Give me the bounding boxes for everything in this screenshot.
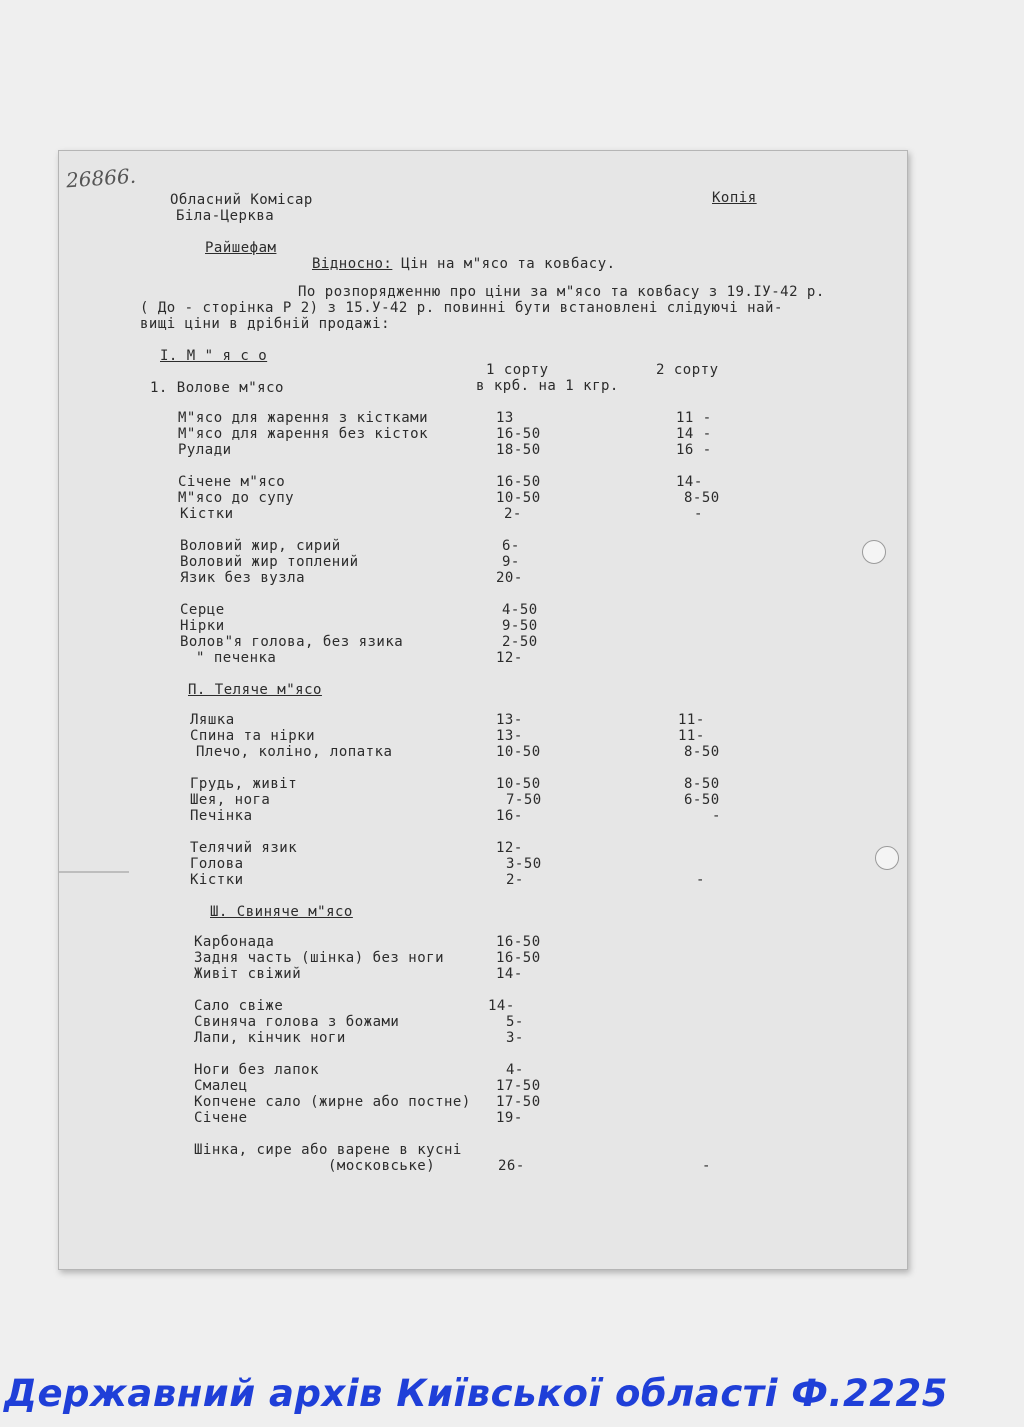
intro-line-2: ( До - сторінка Р 2) з 15.У-42 р. повинні бути встановлені слідуючі най- bbox=[140, 300, 783, 316]
row-price-1: 3- bbox=[506, 1030, 524, 1046]
row-name: М"ясо до супу bbox=[178, 490, 295, 506]
row-price-1: 12- bbox=[496, 840, 523, 856]
row-name: Копчене сало (жирне або постне) bbox=[194, 1094, 471, 1110]
row-name: М"ясо для жарення з кістками bbox=[178, 410, 429, 426]
row-price-1: 13- bbox=[496, 712, 523, 728]
row-name: Воловий жир топлений bbox=[180, 554, 359, 570]
row-name: Нірки bbox=[180, 618, 225, 634]
section-meat: I. М " я с о bbox=[160, 348, 268, 364]
row-price-1: 17-50 bbox=[496, 1078, 541, 1094]
row-price-2: - bbox=[702, 1158, 711, 1174]
row-price-1: 10-50 bbox=[496, 490, 541, 506]
row-name: Волов"я голова, без язика bbox=[180, 634, 404, 650]
row-name: Шея, нога bbox=[190, 792, 271, 808]
subject-text: Цін на м"ясо та ковбасу. bbox=[401, 256, 616, 272]
row-name: Телячий язик bbox=[190, 840, 298, 856]
row-price-1: 13 bbox=[496, 410, 514, 426]
row-price-1: 2- bbox=[504, 506, 522, 522]
row-price-2: 8-50 bbox=[684, 776, 720, 792]
row-price-1: 17-50 bbox=[496, 1094, 541, 1110]
row-price-1: 5- bbox=[506, 1014, 524, 1030]
row-name: Язик без вузла bbox=[180, 570, 306, 586]
row-price-1: 16-50 bbox=[496, 950, 541, 966]
row-name: М"ясо для жарення без кісток bbox=[178, 426, 429, 442]
paper-fold bbox=[59, 871, 129, 873]
section-pork: Ш. Свиняче м"ясо bbox=[210, 904, 353, 920]
row-price-1: 14- bbox=[496, 966, 523, 982]
row-price-2: - bbox=[696, 872, 705, 888]
column-grade-2: 2 сорту bbox=[656, 362, 719, 378]
row-price-1: 19- bbox=[496, 1110, 523, 1126]
row-price-1: 2- bbox=[506, 872, 524, 888]
row-name: Ноги без лапок bbox=[194, 1062, 320, 1078]
row-price-1: 10-50 bbox=[496, 744, 541, 760]
row-price-1: 4- bbox=[506, 1062, 524, 1078]
row-price-2: 11- bbox=[678, 712, 705, 728]
row-price-2: 8-50 bbox=[684, 490, 720, 506]
row-name: Сало свіже bbox=[194, 998, 284, 1014]
row-price-1: 9- bbox=[502, 554, 520, 570]
row-name: Живіт свіжий bbox=[194, 966, 302, 982]
row-name: Свиняча голова з божами bbox=[194, 1014, 400, 1030]
row-name: Карбонада bbox=[194, 934, 275, 950]
row-name: Грудь, живіт bbox=[190, 776, 298, 792]
column-unit: в крб. на 1 кгр. bbox=[476, 378, 619, 394]
row-name: Серце bbox=[180, 602, 225, 618]
copy-mark: Копія bbox=[712, 190, 757, 206]
row-price-2: - bbox=[712, 808, 721, 824]
row-name: Плечо, коліно, лопатка bbox=[196, 744, 393, 760]
row-name: Задня часть (шінка) без ноги bbox=[194, 950, 445, 966]
row-price-2: 11- bbox=[678, 728, 705, 744]
row-name: Воловий жир, сирий bbox=[180, 538, 341, 554]
row-name: Ляшка bbox=[190, 712, 235, 728]
row-name: Кістки bbox=[180, 506, 234, 522]
archive-number: 26866. bbox=[65, 163, 137, 193]
row-price-2: 14- bbox=[676, 474, 703, 490]
row-price-1: 12- bbox=[496, 650, 523, 666]
row-price-1: 3-50 bbox=[506, 856, 542, 872]
section-beef: 1. Волове м"ясо bbox=[150, 380, 284, 396]
column-grade-1: 1 сорту bbox=[486, 362, 549, 378]
row-name: Спина та нірки bbox=[190, 728, 316, 744]
addressee: Райшефам bbox=[205, 240, 277, 256]
row-price-2: 11 - bbox=[676, 410, 712, 426]
row-name: Кістки bbox=[190, 872, 244, 888]
row-price-1: 10-50 bbox=[496, 776, 541, 792]
row-price-1: 2-50 bbox=[502, 634, 538, 650]
row-price-1: 9-50 bbox=[502, 618, 538, 634]
row-name: Голова bbox=[190, 856, 244, 872]
row-price-1: 18-50 bbox=[496, 442, 541, 458]
row-price-1: 16- bbox=[496, 808, 523, 824]
row-price-2: 14 - bbox=[676, 426, 712, 442]
punch-hole bbox=[875, 846, 899, 870]
subject-line bbox=[312, 256, 616, 272]
issuer-line-2: Біла-Церква bbox=[176, 208, 275, 224]
row-price-1: 14- bbox=[488, 998, 515, 1014]
row-price-1: 4-50 bbox=[502, 602, 538, 618]
row-name: Рулади bbox=[178, 442, 232, 458]
row-price-1: 7-50 bbox=[506, 792, 542, 808]
row-name: Печінка bbox=[190, 808, 253, 824]
intro-line-1: По розпорядженню про ціни за м"ясо та ковбасу з 19.IУ-42 р. bbox=[298, 284, 825, 300]
subject-label: Відносно: bbox=[312, 256, 393, 272]
row-name: Смалец bbox=[194, 1078, 248, 1094]
row-price-2: 16 - bbox=[676, 442, 712, 458]
intro-line-3: вищі ціни в дрібній продажі: bbox=[140, 316, 391, 332]
row-price-1: 26- bbox=[498, 1158, 525, 1174]
row-name: Січене м"ясо bbox=[178, 474, 286, 490]
archive-caption: Державний архів Київської області Ф.2225 bbox=[4, 1372, 949, 1415]
row-price-2: 8-50 bbox=[684, 744, 720, 760]
row-name: " печенка bbox=[196, 650, 277, 666]
row-name: Шінка, сире або варене в кусні bbox=[194, 1142, 462, 1158]
section-veal: П. Теляче м"ясо bbox=[188, 682, 322, 698]
row-price-1: 20- bbox=[496, 570, 523, 586]
row-price-1: 16-50 bbox=[496, 426, 541, 442]
row-price-1: 16-50 bbox=[496, 934, 541, 950]
row-price-1: 6- bbox=[502, 538, 520, 554]
row-price-2: - bbox=[694, 506, 703, 522]
punch-hole bbox=[862, 540, 886, 564]
row-price-1: 13- bbox=[496, 728, 523, 744]
row-price-2: 6-50 bbox=[684, 792, 720, 808]
row-name: Січене bbox=[194, 1110, 248, 1126]
row-name: (московське) bbox=[328, 1158, 436, 1174]
row-price-1: 16-50 bbox=[496, 474, 541, 490]
issuer-line-1: Обласний Комісар bbox=[170, 192, 313, 208]
row-name: Лапи, кінчик ноги bbox=[194, 1030, 346, 1046]
